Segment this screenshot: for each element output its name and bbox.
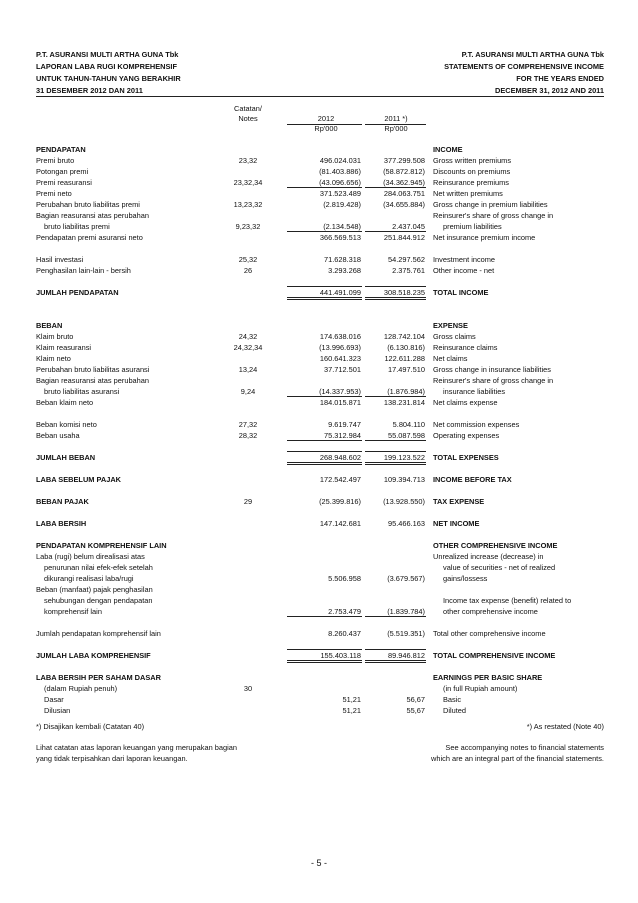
statement-row [0, 199, 638, 210]
line-item-en: TAX EXPENSE [433, 497, 485, 506]
header-rule [36, 96, 604, 97]
line-item-id: Premi bruto [36, 156, 75, 165]
statement-row [0, 155, 638, 166]
line-item-en: OTHER COMPREHENSIVE INCOME [433, 541, 558, 550]
value-2011: 109.394.713 [383, 475, 425, 484]
total-top-rule [287, 451, 362, 452]
value-2011: 308.518.235 [383, 288, 425, 297]
note-reference: 25,32 [238, 255, 258, 264]
line-item-en: INCOME BEFORE TAX [433, 475, 512, 484]
value-2012: (13.996.693) [319, 343, 361, 352]
statement-row [0, 628, 638, 639]
total-top-rule [365, 649, 426, 650]
line-item-id: Hasil investasi [36, 255, 84, 264]
line-item-id: bruto liabilitas premi [44, 222, 110, 231]
note-reference: 13,23,32 [233, 200, 263, 209]
line-item-id: penurunan nilai efek-efek setelah [44, 563, 153, 572]
statement-row [0, 254, 638, 265]
year-2012-label: 2012 [317, 114, 335, 123]
value-2012: 268.948.602 [319, 453, 361, 462]
value-2011: 251.844.912 [383, 233, 425, 242]
value-2011: 17.497.510 [388, 365, 425, 374]
value-2011: 2.375.761 [392, 266, 425, 275]
statement-row [0, 551, 638, 562]
line-item-id: JUMLAH PENDAPATAN [36, 288, 119, 297]
statement-row [0, 694, 638, 705]
value-2012: 366.569.513 [319, 233, 361, 242]
reference-id-line1: Lihat catatan atas laporan keuangan yang merupakan bagian [36, 743, 237, 752]
value-2012: 9.619.747 [328, 420, 361, 429]
value-2011: 138.231.814 [383, 398, 425, 407]
line-item-en: Income tax expense (benefit) related to [443, 596, 572, 605]
line-item-id: Premi neto [36, 189, 72, 198]
line-item-id: JUMLAH BEBAN [36, 453, 96, 462]
notes-column-header [218, 104, 278, 124]
line-item-en: Net claims [433, 354, 468, 363]
header-left [36, 49, 276, 97]
line-item-en: insurance liabilities [443, 387, 506, 396]
note-reference: 23,32,34 [233, 178, 263, 187]
line-item-en: Total other comprehensive income [433, 629, 546, 638]
statement-row [0, 265, 638, 276]
value-2012: 2.753.479 [328, 607, 361, 616]
line-item-id: Beban komisi neto [36, 420, 97, 429]
note-reference: 30 [243, 684, 253, 693]
statement-row [0, 408, 638, 419]
value-2011: (6.130.816) [387, 343, 425, 352]
line-item-id: JUMLAH LABA KOMPREHENSIF [36, 651, 151, 660]
line-item-en: Unrealized increase (decrease) in [433, 552, 544, 561]
line-item-en: (in full Rupiah amount) [443, 684, 518, 693]
reference-en-line1: See accompanying notes to financial statements [445, 743, 604, 752]
value-2012: (14.337.953) [319, 387, 361, 396]
line-item-id: Klaim bruto [36, 332, 74, 341]
value-2012: (25.399.816) [319, 497, 361, 506]
header-right [344, 49, 604, 97]
reference-note-en [431, 742, 604, 764]
line-item-id: LABA BERSIH [36, 519, 87, 528]
line-item-en: other comprehensive income [443, 607, 538, 616]
value-2011: 95.466.163 [388, 519, 425, 528]
statement-row [0, 342, 638, 353]
statement-row [0, 683, 638, 694]
total-top-rule [365, 451, 426, 452]
line-item-en: TOTAL EXPENSES [433, 453, 499, 462]
value-2012: 8.260.437 [328, 629, 361, 638]
value-2012: (2.819.428) [323, 200, 361, 209]
statement-row [0, 309, 638, 320]
statement-row [0, 397, 638, 408]
statement-row [0, 540, 638, 551]
line-item-en: INCOME [433, 145, 463, 154]
value-2012: 441.491.099 [319, 288, 361, 297]
line-item-en: Operating expenses [433, 431, 500, 440]
line-item-en: TOTAL COMPREHENSIVE INCOME [433, 651, 556, 660]
line-item-en: Net commission expenses [433, 420, 520, 429]
statement-row [0, 419, 638, 430]
line-item-en: Reinsurer's share of gross change in [433, 376, 554, 385]
reference-note-id [36, 742, 237, 764]
period-line1-en: FOR THE YEARS ENDED [516, 74, 604, 83]
line-item-en: EXPENSE [433, 321, 468, 330]
total-top-rule [287, 286, 362, 287]
statement-row [0, 320, 638, 331]
statement-row [0, 243, 638, 254]
reference-en-line2: which are an integral part of the financial statements. [431, 754, 604, 763]
value-2012: 51,21 [342, 706, 361, 715]
value-2011: 122.611.288 [384, 354, 425, 363]
statement-row [0, 232, 638, 243]
line-item-id: Laba (rugi) belum direalisasi atas [36, 552, 145, 561]
value-2011: (13.928.550) [383, 497, 425, 506]
note-reference: 23,32 [238, 156, 258, 165]
line-item-en: NET INCOME [433, 519, 480, 528]
statement-row [0, 364, 638, 375]
statement-row [0, 474, 638, 485]
value-2012: 75.312.984 [324, 431, 361, 440]
total-top-rule [287, 649, 362, 650]
statement-row [0, 144, 638, 155]
value-2012: 5.506.958 [328, 574, 361, 583]
line-item-id: Beban klaim neto [36, 398, 94, 407]
value-2011: 2.437.045 [392, 222, 425, 231]
line-item-id: Pendapatan premi asuransi neto [36, 233, 143, 242]
statement-row [0, 210, 638, 221]
period-line1-id: UNTUK TAHUN-TAHUN YANG BERAKHIR [36, 74, 181, 83]
statement-row [0, 584, 638, 595]
statement-row [0, 562, 638, 573]
line-item-id: Klaim neto [36, 354, 71, 363]
unit-2011-label: Rp'000 [384, 124, 408, 133]
statement-row [0, 188, 638, 199]
value-2012: 496.024.031 [319, 156, 361, 165]
statement-row [0, 518, 638, 529]
statement-row [0, 661, 638, 672]
value-2012: 174.638.016 [319, 332, 361, 341]
line-item-id: Potongan premi [36, 167, 89, 176]
statement-row [0, 298, 638, 309]
line-item-id: Beban (manfaat) pajak penghasilan [36, 585, 153, 594]
line-item-en: Other income - net [433, 266, 495, 275]
value-2011: 199.123.522 [383, 453, 425, 462]
value-2012: 371.523.489 [319, 189, 361, 198]
line-item-id: Perubahan bruto liabilitas premi [36, 200, 140, 209]
line-item-id: LABA SEBELUM PAJAK [36, 475, 121, 484]
notes-header-line2: Notes [238, 114, 258, 123]
statement-row [0, 507, 638, 518]
line-item-id: Beban usaha [36, 431, 80, 440]
total-top-rule [365, 286, 426, 287]
header-underline-2011 [365, 124, 426, 125]
value-2012: 172.542.497 [319, 475, 361, 484]
line-item-en: premium liabilities [443, 222, 502, 231]
line-item-en: Basic [443, 695, 462, 704]
unit-2012-label: Rp'000 [314, 124, 338, 133]
value-2011: 377.299.508 [383, 156, 425, 165]
statement-row [0, 672, 638, 683]
statement-row [0, 166, 638, 177]
line-item-en: Net claims expense [433, 398, 498, 407]
value-2011: (34.655.884) [383, 200, 425, 209]
line-item-en: gains/lossess [443, 574, 488, 583]
value-2011: 89.946.812 [388, 651, 425, 660]
value-2012: (2.134.548) [323, 222, 361, 231]
restated-footnote-en: *) As restated (Note 40) [526, 722, 604, 731]
line-item-en: Net insurance premium income [433, 233, 536, 242]
value-2011: (5.519.351) [387, 629, 425, 638]
line-item-id: bruto liabilitas asuransi [44, 387, 120, 396]
value-2011: (58.872.812) [383, 167, 425, 176]
reference-id-line2: yang tidak terpisahkan dari laporan keuangan. [36, 754, 188, 763]
statement-row [0, 353, 638, 364]
line-item-en: Gross change in insurance liabilities [433, 365, 551, 374]
line-item-id: komprehensif lain [44, 607, 102, 616]
statement-row [0, 617, 638, 628]
statement-row [0, 463, 638, 474]
value-2012: (43.096.656) [319, 178, 361, 187]
value-2011: 128.742.104 [383, 332, 425, 341]
value-2012: 71.628.318 [324, 255, 361, 264]
line-item-id: BEBAN PAJAK [36, 497, 89, 506]
value-2011: 5.804.110 [392, 420, 425, 429]
line-item-en: TOTAL INCOME [433, 288, 489, 297]
statement-row [0, 705, 638, 716]
note-reference: 9,23,32 [235, 222, 261, 231]
year-2011-label: 2011 *) [384, 114, 408, 123]
line-item-id: Klaim reasuransi [36, 343, 92, 352]
line-item-en: Diluted [443, 706, 467, 715]
note-reference: 27,32 [238, 420, 258, 429]
line-item-id: Jumlah pendapatan komprehensif lain [36, 629, 161, 638]
line-item-en: Net written premiums [433, 189, 503, 198]
line-item-id: sehubungan dengan pendapatan [44, 596, 153, 605]
page-number: - 5 - [310, 858, 327, 868]
line-item-id: Dasar [44, 695, 64, 704]
note-reference: 24,32 [238, 332, 258, 341]
value-2011: 55,67 [406, 706, 425, 715]
value-2012: 184.015.871 [319, 398, 361, 407]
line-item-en: EARNINGS PER BASIC SHARE [433, 673, 543, 682]
line-item-en: Reinsurance premiums [433, 178, 509, 187]
line-item-id: (dalam Rupiah penuh) [44, 684, 118, 693]
line-item-en: Discounts on premiums [433, 167, 511, 176]
line-item-id: PENDAPATAN [36, 145, 86, 154]
value-2011: 55.087.598 [388, 431, 425, 440]
value-2012: 147.142.681 [319, 519, 361, 528]
line-item-id: LABA BERSIH PER SAHAM DASAR [36, 673, 161, 682]
statement-row [0, 375, 638, 386]
statement-row [0, 485, 638, 496]
notes-header-line1: Catatan/ [234, 104, 262, 113]
line-item-id: Penghasilan lain-lain - bersih [36, 266, 131, 275]
value-2011: (34.362.945) [383, 178, 425, 187]
note-reference: 29 [243, 497, 253, 506]
line-item-id: dikurangi realisasi laba/rugi [44, 574, 134, 583]
statement-title-en: STATEMENTS OF COMPREHENSIVE INCOME [444, 62, 604, 71]
value-2012: 51,21 [342, 695, 361, 704]
value-2012: 37.712.501 [324, 365, 361, 374]
statement-row [0, 595, 638, 606]
line-item-id: Bagian reasuransi atas perubahan [36, 376, 149, 385]
period-line2-en: DECEMBER 31, 2012 AND 2011 [495, 86, 604, 95]
value-2011: 284.063.751 [383, 189, 425, 198]
note-reference: 28,32 [238, 431, 258, 440]
period-line2-id: 31 DESEMBER 2012 DAN 2011 [36, 86, 143, 95]
value-2012: 3.293.268 [328, 266, 361, 275]
line-item-id: Dilusian [44, 706, 71, 715]
line-item-id: Bagian reasuransi atas perubahan [36, 211, 149, 220]
note-reference: 9,24 [240, 387, 256, 396]
line-item-en: Reinsurer's share of gross change in [433, 211, 554, 220]
statement-title-id: LAPORAN LABA RUGI KOMPREHENSIF [36, 62, 177, 71]
line-item-en: Gross claims [433, 332, 476, 341]
value-2012: 160.641.323 [319, 354, 361, 363]
value-2011: 54.297.562 [388, 255, 425, 264]
company-name-id: P.T. ASURANSI MULTI ARTHA GUNA Tbk [36, 50, 179, 59]
line-item-id: Perubahan bruto liabilitas asuransi [36, 365, 150, 374]
line-item-id: PENDAPATAN KOMPREHENSIF LAIN [36, 541, 167, 550]
statement-row [0, 529, 638, 540]
note-reference: 26 [243, 266, 253, 275]
value-2012: (81.403.886) [319, 167, 361, 176]
line-item-en: Gross written premiums [433, 156, 512, 165]
value-2011: 56,67 [406, 695, 425, 704]
note-reference: 24,32,34 [233, 343, 263, 352]
statement-row [0, 331, 638, 342]
note-reference: 13,24 [238, 365, 258, 374]
value-2011: (1.876.984) [387, 387, 425, 396]
value-2012: 155.403.118 [320, 651, 361, 660]
value-2011: (3.679.567) [387, 574, 425, 583]
line-item-id: Premi reasuransi [36, 178, 92, 187]
value-2011: (1.839.784) [387, 607, 425, 616]
line-item-en: value of securities - net of realized [443, 563, 556, 572]
header-underline-2012 [287, 124, 362, 125]
line-item-en: Gross change in premium liabilities [433, 200, 548, 209]
statement-row [0, 573, 638, 584]
company-name-en: P.T. ASURANSI MULTI ARTHA GUNA Tbk [461, 50, 604, 59]
line-item-en: Investment income [433, 255, 496, 264]
line-item-id: BEBAN [36, 321, 63, 330]
line-item-en: Reinsurance claims [433, 343, 498, 352]
restated-footnote-id: *) Disajikan kembali (Catatan 40) [36, 722, 145, 731]
statement-row [0, 496, 638, 507]
